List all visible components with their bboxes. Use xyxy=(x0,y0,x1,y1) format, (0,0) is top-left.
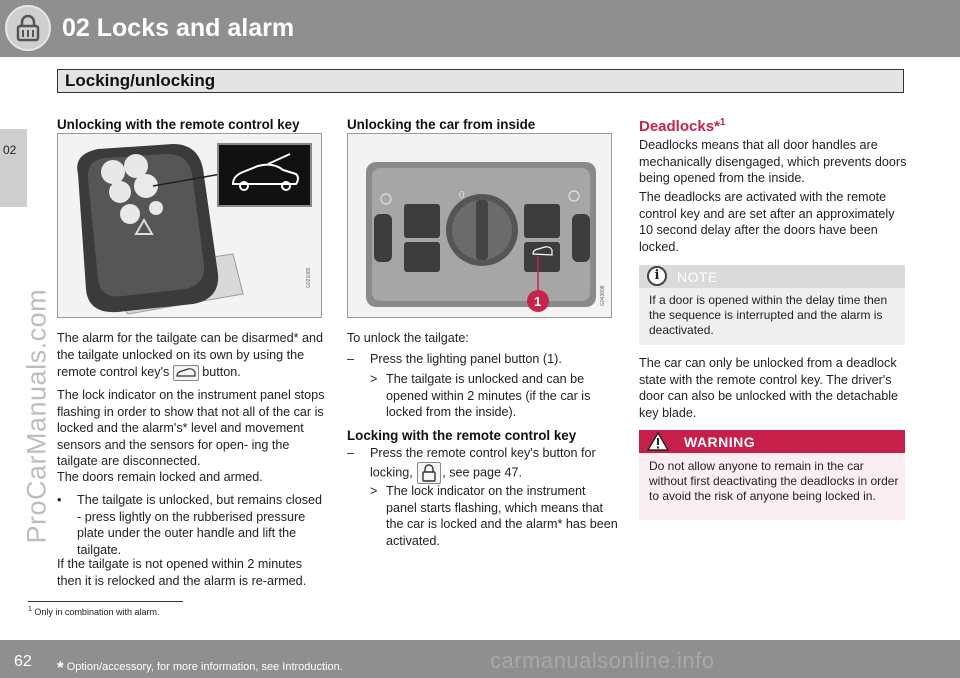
note-box xyxy=(639,265,905,345)
tailgate-button-icon xyxy=(173,365,199,381)
middle-paragraph-1: To unlock the tailgate: xyxy=(347,331,469,345)
middle-result-2: The lock indicator on the instrument panel starts flashing, which means that the car is locked and the alarm* has been activated. xyxy=(386,484,618,548)
warning-box xyxy=(639,430,905,520)
deadlocks-title xyxy=(639,117,725,135)
bullet-dot: • xyxy=(57,493,62,507)
section-title: Locking/unlocking xyxy=(65,71,216,90)
page-footer xyxy=(0,640,960,678)
side-watermark: ProCarManuals.com xyxy=(21,288,52,544)
middle-step-2 xyxy=(370,445,620,484)
middle-step-2-pre: Press the remote control key's button for locking, xyxy=(370,446,596,479)
left-bullet: The tailgate is unlocked, but remains closed - press lightly on the rubberised pressure plate under the outer handle and lift the tailgate. xyxy=(77,493,323,557)
callout-number: 1 xyxy=(534,294,542,309)
chapter-tab xyxy=(0,129,27,207)
warning-label: WARNING xyxy=(684,434,756,450)
left-heading: Unlocking with the remote control key xyxy=(57,117,300,132)
footer-note-text: Option/accessory, for more information, see Introduction. xyxy=(66,661,343,673)
footnote-text: Only in combination with alarm. xyxy=(34,607,160,617)
svg-text:0: 0 xyxy=(459,190,465,201)
image-code: G021085 xyxy=(306,267,312,288)
result-arrow-1: > xyxy=(370,372,378,386)
dash-1: – xyxy=(347,352,355,366)
left-p1-line-3-post: button. xyxy=(202,365,241,379)
middle-step-2-post: , see page 47. xyxy=(442,464,523,479)
middle-result-1: The tailgate is unlocked and can be opened within 2 minutes (if the car is locked from the inside). xyxy=(386,372,591,419)
right-paragraph-3: The car can only be unlocked from a deadlock state with the remote control key. The driver's door can also be unlocked with the detachable key blade. xyxy=(639,356,899,420)
chapter-tab-label: 02 xyxy=(3,143,17,157)
note-label: NOTE xyxy=(677,269,718,285)
left-p1-line-1: The alarm for the tailgate can be disarmed* and xyxy=(57,331,324,345)
left-p1-line-3 xyxy=(57,364,325,381)
warning-header xyxy=(639,430,905,453)
image-code: G043608 xyxy=(600,285,606,306)
warning-triangle-icon xyxy=(647,432,669,451)
dash-2: – xyxy=(347,446,355,460)
middle-heading-2: Locking with the remote control key xyxy=(347,428,577,443)
lighting-panel-image xyxy=(347,133,612,318)
right-paragraph-2: The deadlocks are activated with the remote control key and are set after an approximately 10 second delay after the doors have been locked. xyxy=(639,190,895,254)
middle-heading: Unlocking the car from inside xyxy=(347,117,536,132)
warning-text: Do not allow anyone to remain in the car without first deactivating the deadlocks in order to avoid the risk of anyone being locked in. xyxy=(649,459,899,503)
left-paragraph-1 xyxy=(57,330,325,381)
left-p1-line-2: the tailgate unlocked on its own by using the xyxy=(57,347,305,362)
section-bar xyxy=(57,69,904,93)
footer-note xyxy=(57,655,343,675)
left-p1-line-3-pre: remote control key's xyxy=(57,365,170,379)
middle-step-1: Press the lighting panel button (1). xyxy=(370,352,562,366)
result-arrow-2: > xyxy=(370,484,378,498)
lock-button-icon xyxy=(417,462,441,484)
chapter-title: 02 Locks and alarm xyxy=(62,14,295,42)
footnote xyxy=(28,606,159,617)
footnote-number: 1 xyxy=(28,606,32,613)
info-icon: i xyxy=(647,266,667,286)
left-paragraph-2: The lock indicator on the instrument panel stops flashing in order to show that not all of the car is locked and the alarm's* level and movement sensors and the sensors for open- ing the tailgate are disconnected. xyxy=(57,388,325,468)
right-paragraph-1: Deadlocks means that all door handles are mechanically disengaged, which prevents doors being opened from the inside. xyxy=(639,138,907,185)
page-number: 62 xyxy=(14,653,32,670)
note-header xyxy=(639,265,905,288)
left-paragraph-3: The doors remain locked and armed. xyxy=(57,470,263,484)
left-paragraph-4: If the tailgate is not opened within 2 minutes then it is relocked and the alarm is re-armed. xyxy=(57,557,307,588)
footer-star: * xyxy=(57,658,64,677)
deadlocks-footnote-ref: 1 xyxy=(719,117,726,128)
footer-watermark: carmanualsonline.info xyxy=(490,648,715,673)
padlock-icon xyxy=(5,5,51,51)
note-text: If a door is opened within the delay time then the sequence is interrupted and the alarm is deactivated. xyxy=(649,293,888,337)
remote-key-image xyxy=(57,133,322,318)
deadlocks-title-text: Deadlocks* xyxy=(639,118,720,135)
page-header xyxy=(0,0,960,57)
footnote-rule xyxy=(28,601,183,602)
